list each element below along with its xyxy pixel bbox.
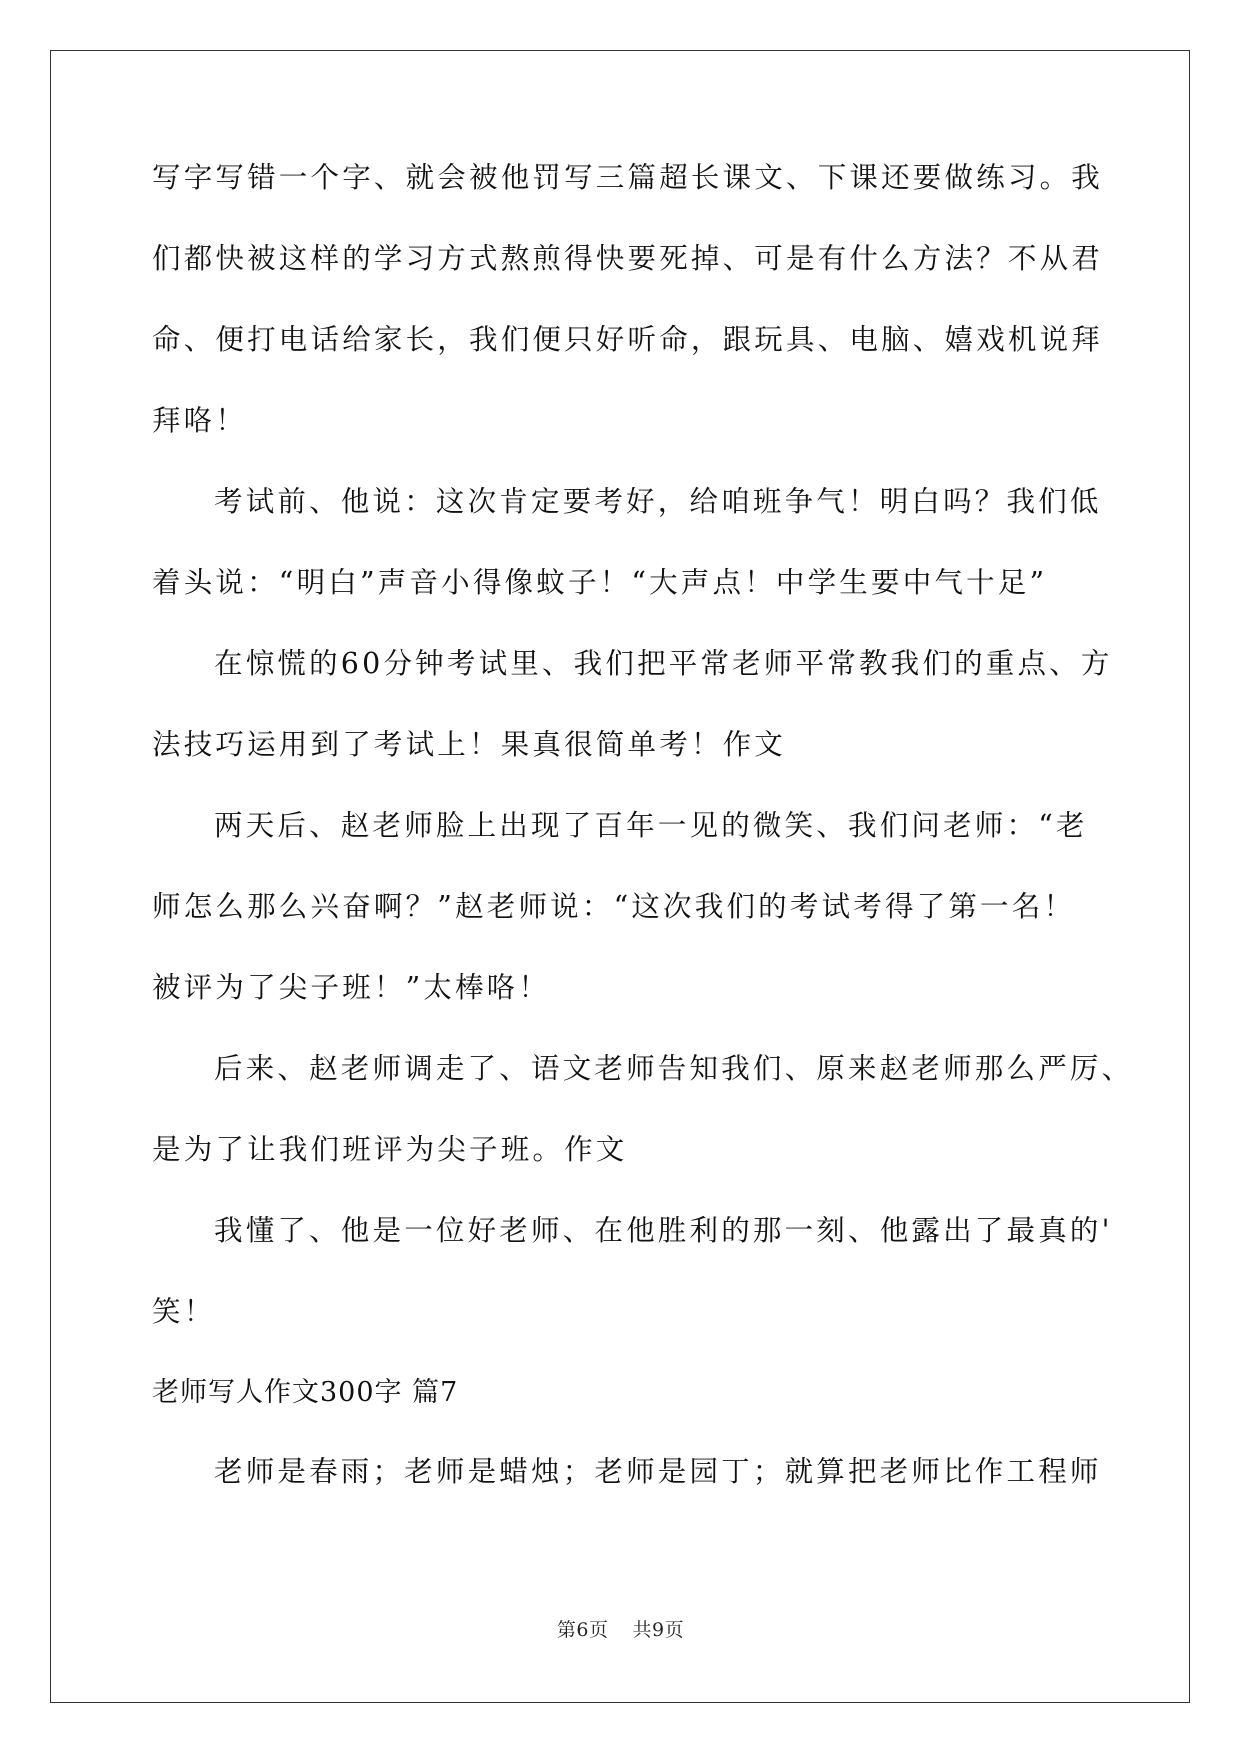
- text-line: 拜咯！: [152, 404, 248, 437]
- page-number: 第6页: [556, 1619, 609, 1641]
- page-total: 共9页: [632, 1619, 685, 1641]
- text-line: 两天后、赵老师脸上出现了百年一见的微笑、我们问老师：“老: [214, 809, 1088, 842]
- text-line: 师怎么那么兴奋啊？”赵老师说：“这次我们的考试考得了第一名！: [152, 890, 1076, 923]
- text-line: 命、便打电话给家长，我们便只好听命，跟玩具、电脑、嬉戏机说拜: [152, 323, 1104, 356]
- section-heading: 老师写人作文300字 篇7: [152, 1377, 459, 1408]
- text-line: 考试前、他说：这次肯定要考好，给咱班争气！明白吗？我们低: [214, 485, 1102, 518]
- text-line: 是为了让我们班评为尖子班。作文: [152, 1133, 628, 1166]
- text-line: 老师是春雨；老师是蜡烛；老师是园丁；就算把老师比作工程师: [214, 1455, 1102, 1488]
- text-line: 们都快被这样的学习方式熬煎得快要死掉、可是有什么方法？不从君: [152, 242, 1104, 275]
- text-line: 法技巧运用到了考试上！果真很简单考！作文: [152, 728, 787, 761]
- text-line: 在惊慌的60分钟考试里、我们把平常老师平常教我们的重点、方: [214, 647, 1113, 680]
- page-footer: [0, 1618, 1241, 1642]
- text-line: 写字写错一个字、就会被他罚写三篇超长课文、下课还要做练习。我: [152, 161, 1104, 194]
- text-line: 我懂了、他是一位好老师、在他胜利的那一刻、他露出了最真的': [214, 1214, 1113, 1247]
- text-line: 被评为了尖子班！”太棒咯！: [152, 971, 551, 1004]
- text-line: 笑！: [152, 1295, 216, 1328]
- text-line: 着头说：“明白”声音小得像蚊子！“大声点！中学生要中气十足”: [152, 566, 1048, 599]
- document-body: [152, 160, 1134, 1535]
- text-line: 后来、赵老师调走了、语文老师告知我们、原来赵老师那么严厉、: [214, 1052, 1134, 1085]
